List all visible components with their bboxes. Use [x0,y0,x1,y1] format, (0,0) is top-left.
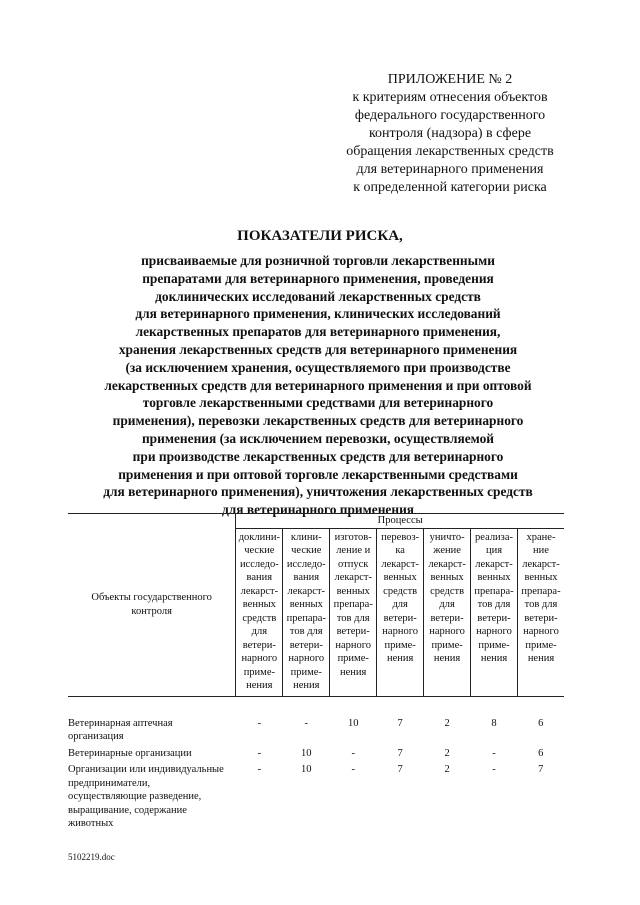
appendix-line: контроля (надзора) в сфере [368,126,532,141]
process-column-header: хране- ние лекарст- венных препара- тов для ветери- нарного приме- нения [517,528,564,696]
subtitle-line: для ветеринарного применения, клинических исследований [135,306,501,322]
risk-value-cell: - [257,747,262,759]
processes-header: Процессы [236,514,564,529]
process-column-header: перевоз- ка лекарст- венных средств для ветери- нарного приме- нения [377,528,424,696]
risk-value-cell: - [351,764,355,775]
risk-value-cell: 7 [538,764,544,775]
risk-value-cell: 7 [397,747,403,759]
process-column-header: изготов- ление и отпуск лекарст- венных препара- тов для ветери- нарного приме- нения [330,528,377,696]
risk-value-cell: 10 [301,764,312,775]
risk-value-cell: 6 [538,747,544,759]
subtitle-line: присваиваемые для розничной торговли лекарственными [141,253,495,268]
risk-value-cell: 2 [444,747,450,759]
document-subtitle [50,252,586,519]
subtitle-line: для ветеринарного применения [221,502,415,518]
subtitle-line: препаратами для ветеринарного применения, проведения [142,270,494,286]
object-column-header: Объекты государственного контроля [68,514,236,697]
table-row [68,747,564,764]
risk-value-cell: 2 [444,717,450,729]
risk-value-cell: 10 [347,717,359,729]
appendix-line: для ветеринарного применения [356,162,544,177]
subtitle-line: для ветеринарного применения), уничтожения лекарственных средств [103,484,533,500]
risk-value-cell: 6 [538,717,544,729]
appendix-header [300,71,600,197]
risk-value-cell: 2 [444,764,450,775]
document-title: ПОКАЗАТЕЛИ РИСКА, [237,228,403,244]
risk-table [68,513,564,834]
risk-value-cell: 8 [491,717,497,729]
subtitle-line: лекарственных препаратов для ветеринарного применения, [135,324,501,340]
process-column-header: реализа- ция лекарст- венных препара- тов для ветери- нарного приме- нения [471,528,518,696]
process-column-header: доклини- ческие исследо- вания лекарст- венных средств для ветери- нарного приме- нения [236,528,283,696]
subtitle-line: доклинических исследований лекарственных средств [155,288,481,304]
risk-value-cell: - [492,747,496,759]
process-column-header: уничто- жение лекарст- венных средств для ветери- нарного приме- нения [424,528,471,696]
file-name: 5102219.doc [68,852,115,862]
appendix-line: к определенной категории риска [353,180,547,195]
appendix-line: обращения лекарственных средств [346,144,554,159]
risk-value-cell: - [351,747,355,759]
risk-value-cell: - [257,717,262,729]
risk-value-cell: 10 [301,747,312,759]
object-name-cell: Организации или индивидуальные предприниматели, осуществляющие разведение, выращивание, содержание животных [68,764,224,829]
subtitle-line: применения), перевозки лекарственных средств для ветеринарного [112,413,524,429]
risk-value-cell: - [304,717,309,729]
subtitle-line: применения (за исключением перевозки, осуществляемой [141,430,495,446]
risk-value-cell: 7 [397,764,403,775]
risk-value-cell: - [492,764,496,775]
appendix-line: федерального государственного [354,108,546,123]
appendix-title: ПРИЛОЖЕНИЕ № 2 [387,72,513,87]
subtitle-line: хранения лекарственных средств для ветеринарного применения [118,341,518,357]
subtitle-line: (за исключением хранения, осуществляемого при производстве [125,359,511,375]
subtitle-line: торговле лекарственными средствами для ветеринарного [142,395,494,411]
object-name-cell: Ветеринарные организации [68,747,192,759]
subtitle-line: применения и при оптовой торговле лекарственными средствами [118,466,518,482]
table-row [68,717,564,747]
subtitle-line: при производстве лекарственных средств для ветеринарного [132,448,504,464]
subtitle-line: лекарственных средств для ветеринарного применения и при оптовой [104,377,532,393]
table-row [68,763,564,834]
risk-value-cell: 7 [397,717,403,729]
process-column-header: клини- ческие исследо- вания лекарст- венных препара- тов для ветери- нарного приме- нения [283,528,330,696]
object-name-cell: Ветеринарная аптечная организация [68,717,173,742]
risk-value-cell: - [257,764,262,775]
appendix-line: к критериям отнесения объектов [352,90,548,105]
